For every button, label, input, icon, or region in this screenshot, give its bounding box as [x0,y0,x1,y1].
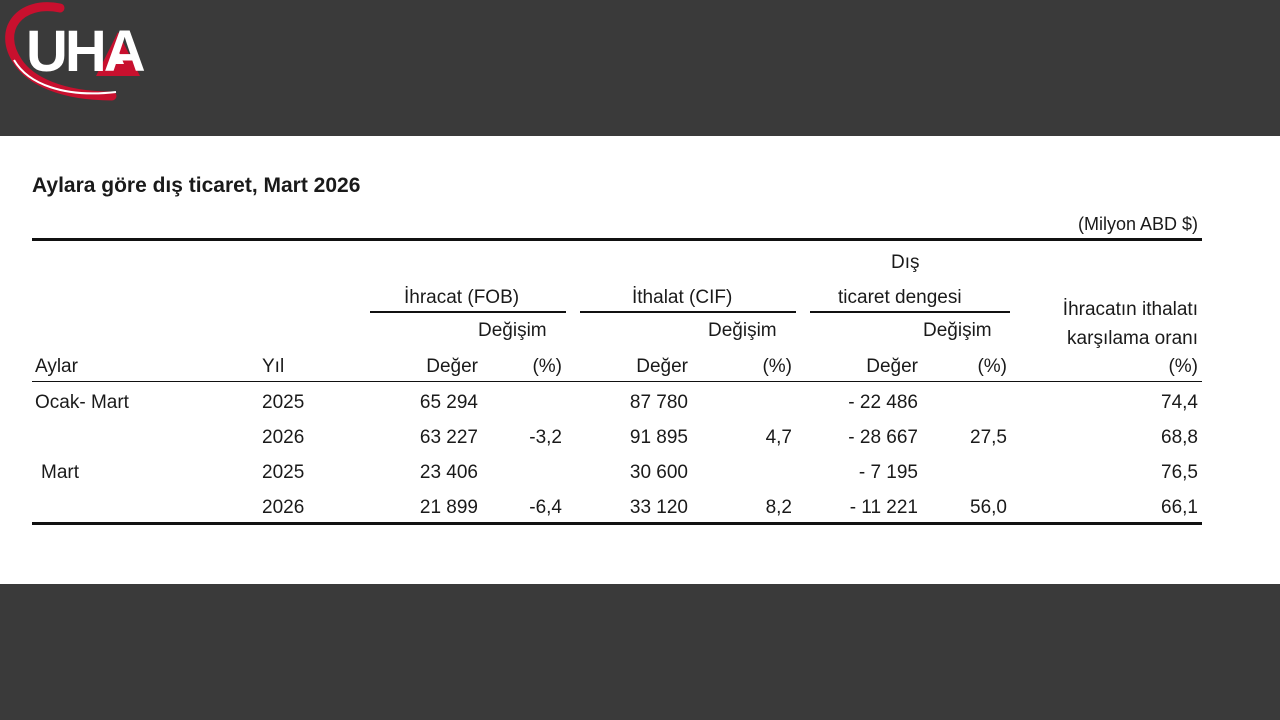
table-bottom-rule [32,522,1202,525]
header-bottom-rule [32,381,1202,382]
table-top-rule [32,238,1202,241]
cell-import-change: 8,2 [765,497,792,518]
cell-year: 2025 [262,462,305,483]
header-deger-dis: Değer [866,356,918,377]
cell-year: 2026 [262,427,305,448]
header-yil: Yıl [262,356,285,377]
header-oran-line1: İhracatın ithalatı [1062,299,1198,320]
header-pct-ihracat: (%) [532,356,562,377]
cell-balance-value: - 11 221 [849,497,918,518]
cell-import-change: 4,7 [765,427,792,448]
cell-balance-value: - 28 667 [848,427,918,448]
header-ithalat: İthalat (CIF) [632,287,733,308]
uha-logo[interactable] [0,0,150,104]
dis-underline [810,311,1010,313]
logo-text: UHA [26,19,143,84]
cell-import-value: 91 895 [629,427,688,448]
ihracat-underline [370,311,566,313]
cell-ratio: 66,1 [1161,497,1198,518]
header-deger-ithalat: Değer [636,356,688,377]
cell-year: 2025 [262,392,305,413]
header-deger-ihracat: Değer [426,356,478,377]
header-oran-line2: karşılama oranı [1067,328,1198,349]
cell-export-change: -3,2 [529,427,562,448]
header-degisim-ihracat: Değişim [478,320,547,341]
cell-import-value: 30 600 [629,462,688,483]
header-aylar: Aylar [35,356,78,377]
header-bar [0,0,1280,136]
page-title: Aylara göre dış ticaret, Mart 2026 [32,174,361,197]
cell-import-value: 87 780 [629,392,688,413]
cell-import-value: 33 120 [629,497,688,518]
cell-balance-change: 27,5 [970,427,1007,448]
cell-period: Mart [41,462,79,483]
header-pct-dis: (%) [977,356,1007,377]
cell-ratio: 76,5 [1161,462,1198,483]
header-dis-line2: ticaret dengesi [838,287,962,308]
header-ihracat: İhracat (FOB) [404,287,520,308]
document-panel [0,136,1280,584]
header-degisim-ithalat: Değişim [708,320,777,341]
cell-year: 2026 [262,497,305,518]
header-oran-line3: (%) [1168,356,1198,377]
cell-export-value: 21 899 [419,497,478,518]
unit-label: (Milyon ABD $) [1077,214,1198,234]
cell-balance-value: - 7 195 [858,462,918,483]
cell-export-value: 63 227 [419,427,478,448]
cell-period: Ocak- Mart [35,392,129,413]
cell-balance-change: 56,0 [970,497,1007,518]
header-degisim-dis: Değişim [923,320,992,341]
header-pct-ithalat: (%) [762,356,792,377]
cell-export-change: -6,4 [529,497,562,518]
cell-ratio: 68,8 [1161,427,1198,448]
header-dis-line1: Dış [891,252,920,273]
cell-balance-value: - 22 486 [848,392,918,413]
cell-ratio: 74,4 [1161,392,1198,413]
ithalat-underline [580,311,796,313]
cell-export-value: 23 406 [419,462,478,483]
footer-bar [0,584,1280,720]
cell-export-value: 65 294 [419,392,478,413]
